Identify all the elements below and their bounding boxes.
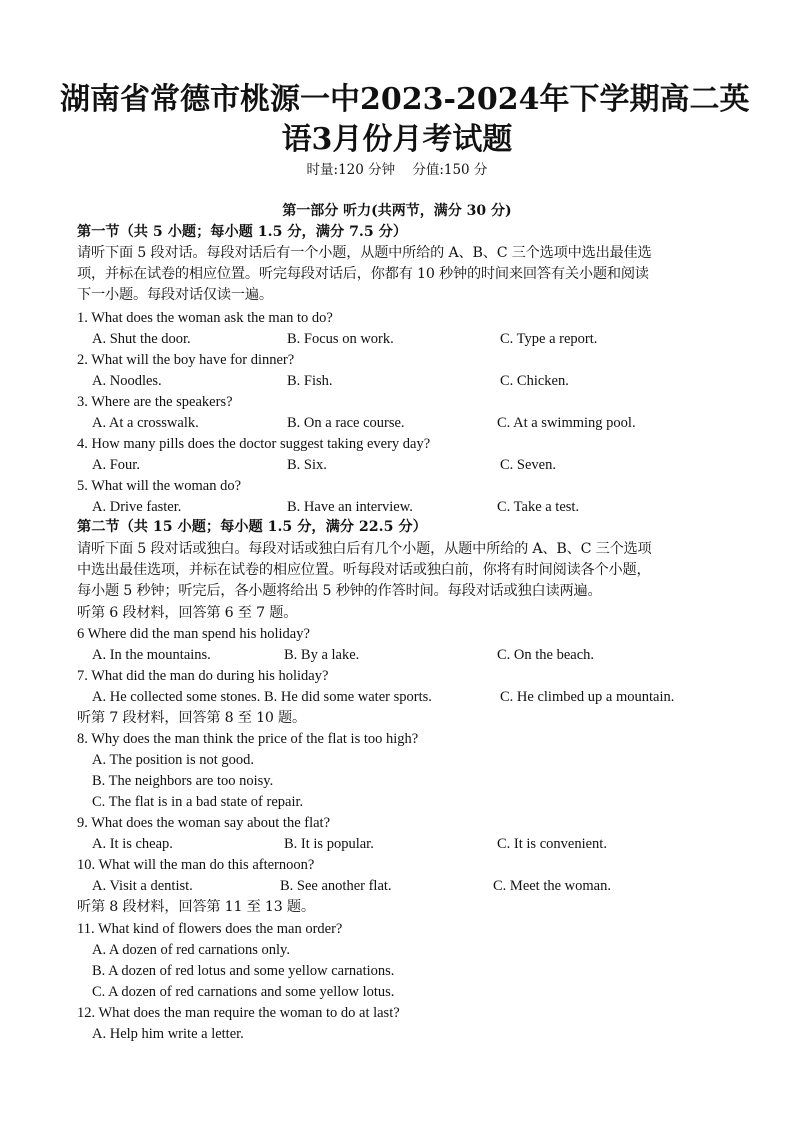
option-4a: A. Four. [92, 457, 140, 473]
material-6-label: 听第 6 段材料，回答第 6 至 7 题。 [77, 605, 298, 621]
option-6b: B. By a lake. [284, 647, 360, 663]
section1-instruction: 下一小题。每段对话仅读一遍。 [77, 287, 273, 303]
question-3: 3. Where are the speakers? [77, 394, 233, 410]
option-9c: C. It is convenient. [497, 836, 607, 852]
question-9: 9. What does the woman say about the flat? [77, 815, 331, 831]
question-2: 2. What will the boy have for dinner? [77, 352, 295, 368]
section2-heading: 第二节（共 15 小题；每小题 1.5 分，满分 22.5 分） [77, 519, 427, 535]
material-7-label: 听第 7 段材料，回答第 8 至 10 题。 [77, 710, 307, 726]
option-3a: A. At a crosswalk. [92, 415, 199, 431]
option-1b: B. Focus on work. [287, 331, 394, 347]
exam-title-line2: 语3月份月考试题 [281, 122, 513, 157]
option-9a: A. It is cheap. [92, 836, 173, 852]
exam-title-line1: 湖南省常德市桃源一中2023-2024年下学期高二英 [60, 82, 750, 117]
section2-instruction: 每小题 5 秒钟；听完后，各小题将给出 5 秒钟的作答时间。每段对话或独白读两遍。 [77, 583, 602, 599]
section1-instruction: 请听下面 5 段对话。每段对话后有一个小题，从题中所给的 A、B、C 三个选项中选出最佳选 [77, 245, 652, 261]
option-4b: B. Six. [287, 457, 327, 473]
option-11a: A. A dozen of red carnations only. [92, 942, 290, 958]
option-5a: A. Drive faster. [92, 499, 182, 515]
material-8-label: 听第 8 段材料，回答第 11 至 13 题。 [77, 899, 315, 915]
option-2c: C. Chicken. [500, 373, 569, 389]
question-10: 10. What will the man do this afternoon? [77, 857, 315, 873]
section1-heading: 第一节（共 5 小题；每小题 1.5 分，满分 7.5 分） [77, 224, 408, 240]
question-12: 12. What does the man require the woman to do at last? [77, 1005, 400, 1021]
option-5b: B. Have an interview. [287, 499, 413, 515]
option-3b: B. On a race course. [287, 415, 405, 431]
option-6c: C. On the beach. [497, 647, 595, 663]
option-1c: C. Type a report. [500, 331, 598, 347]
option-7c: C. He climbed up a mountain. [500, 689, 675, 705]
option-4c: C. Seven. [500, 457, 556, 473]
option-1a: A. Shut the door. [92, 331, 191, 347]
question-4: 4. How many pills does the doctor suggest taking every day? [77, 436, 431, 452]
section1-instruction: 项，并标在试卷的相应位置。听完每段对话后，你都有 10 秒钟的时间来回答有关小题和阅读 [77, 266, 649, 282]
question-11: 11. What kind of flowers does the man order? [77, 921, 343, 937]
option-10b: B. See another flat. [280, 878, 392, 894]
option-8c: C. The flat is in a bad state of repair. [92, 794, 304, 810]
question-7: 7. What did the man do during his holiday? [77, 668, 329, 684]
question-5: 5. What will the woman do? [77, 478, 242, 494]
option-8b: B. The neighbors are too noisy. [92, 773, 274, 789]
option-2b: B. Fish. [287, 373, 333, 389]
option-12a: A. Help him write a letter. [92, 1026, 244, 1042]
question-1: 1. What does the woman ask the man to do? [77, 310, 333, 326]
option-10a: A. Visit a dentist. [92, 878, 193, 894]
section2-instruction: 请听下面 5 段对话或独白。每段对话或独白后有几个小题，从题中所给的 A、B、C 三个选项 [77, 541, 652, 557]
option-8a: A. The position is not good. [92, 752, 255, 768]
option-2a: A. Noodles. [92, 373, 162, 389]
option-10c: C. Meet the woman. [493, 878, 611, 894]
option-7ab: A. He collected some stones. B. He did some water sports. [92, 689, 432, 705]
option-11c: C. A dozen of red carnations and some yellow lotus. [92, 984, 395, 1000]
question-6: 6 Where did the man spend his holiday? [77, 626, 310, 642]
option-11b: B. A dozen of red lotus and some yellow carnations. [92, 963, 395, 979]
option-9b: B. It is popular. [284, 836, 374, 852]
option-3c: C. At a swimming pool. [497, 415, 636, 431]
exam-meta: 时量:120 分钟 分值:150 分 [306, 162, 488, 178]
question-8: 8. Why does the man think the price of the flat is too high? [77, 731, 419, 747]
part1-heading: 第一部分 听力(共两节，满分 30 分) [282, 203, 512, 219]
option-5c: C. Take a test. [497, 499, 580, 515]
section2-instruction: 中选出最佳选项，并标在试卷的相应位置。听每段对话或独白前，你将有时间阅读各个小题， [77, 562, 651, 578]
option-6a: A. In the mountains. [92, 647, 211, 663]
